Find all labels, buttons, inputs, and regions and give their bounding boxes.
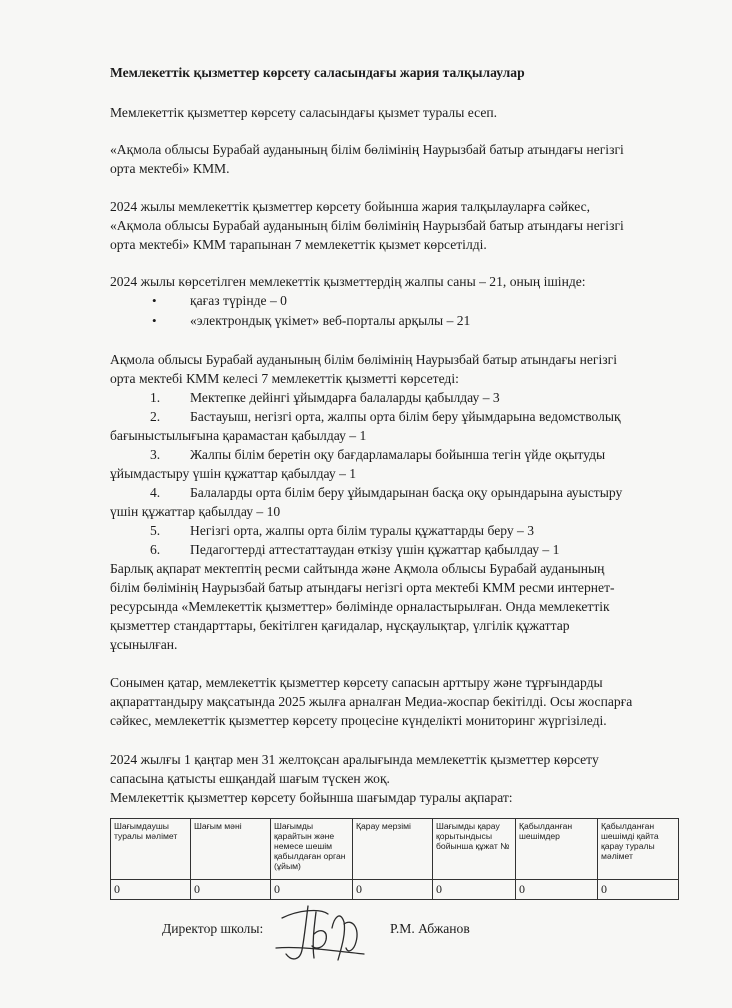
service-item-continuation: үшін құжаттар қабылдау – 10 — [110, 504, 281, 519]
paragraph-services-intro-line-1: Ақмола облысы Бурабай ауданының білім бөлімінің Наурызбай батыр атындағы негізгі — [110, 352, 618, 367]
service-item: Негізгі орта, жалпы орта білім туралы құжаттарды беру – 3 — [190, 523, 535, 538]
paragraph-org-line-1: «Ақмола облысы Бурабай ауданының білім бөлімінің Наурызбай батыр атындағы негізгі — [110, 142, 624, 157]
service-item: Жалпы білім беретін оқу бағдарламалары бойынша тегін үйде оқытуды — [190, 447, 606, 462]
paragraph-mediaplan-line-3: сәйкес, мемлекеттік қызметтер көрсету процесіне күнделікті мониторинг жүргізіледі. — [110, 713, 607, 728]
signature-role: Директор школы: — [162, 921, 264, 936]
bullet-egov: «электрондық үкімет» веб-порталы арқылы – 21 — [190, 313, 471, 328]
table-cell: 0 — [353, 880, 433, 900]
service-number: 3. — [150, 447, 161, 462]
service-number: 6. — [150, 542, 161, 557]
table-cell: 0 — [598, 880, 679, 900]
signature-name: Р.М. Абжанов — [390, 921, 470, 936]
paragraph-info-line-5: ұсынылған. — [110, 637, 178, 652]
table-header-cell: Қабылданған шешімдер — [516, 819, 598, 880]
service-number: 2. — [150, 409, 161, 424]
service-item: Мектепке дейінгі ұйымдарға балаларды қабылдау – 3 — [190, 390, 500, 405]
paragraph-summary-line-3: орта мектебі» КММ тарапынан 7 мемлекеттік қызмет көрсетілді. — [110, 237, 487, 252]
paragraph-services-intro-line-2: орта мектебі КММ келесі 7 мемлекеттік қызметті көрсетеді: — [110, 371, 459, 386]
service-item-continuation: бағыныстылығына қарамастан қабылдау – 1 — [110, 428, 367, 443]
paragraph-total: 2024 жылы көрсетілген мемлекеттік қызметтердің жалпы саны – 21, оның ішінде: — [110, 274, 586, 289]
service-number: 5. — [150, 523, 161, 538]
paragraph-info-line-2: білім бөлімінің Наурызбай батыр атындағы негізгі орта мектебі КММ ресми интернет- — [110, 580, 615, 595]
table-cell: 0 — [111, 880, 191, 900]
table-cell: 0 — [516, 880, 598, 900]
bullet-icon: • — [152, 313, 157, 328]
paragraph-report: Мемлекеттік қызметтер көрсету саласындағы қызмет туралы есеп. — [110, 105, 498, 120]
paragraph-mediaplan-line-2: ақпараттандыру мақсатында 2025 жылға арналған Медиа-жоспар бекітілді. Осы жоспарға — [110, 694, 633, 709]
table-header-cell: Шағымдаушы туралы мәлімет — [111, 819, 191, 880]
paragraph-complaints-line-1: 2024 жылғы 1 қаңтар мен 31 желтоқсан аралығында мемлекеттік қызметтер көрсету — [110, 752, 599, 767]
service-item: Бастауыш, негізгі орта, жалпы орта білім беру ұйымдарына ведомстволық — [190, 409, 621, 424]
table-header-cell: Қабылданған шешімді қайта қарау туралы мәлімет — [598, 819, 679, 880]
table-header-row — [111, 819, 679, 880]
paragraph-complaints-line-3: Мемлекеттік қызметтер көрсету бойынша шағымдар туралы ақпарат: — [110, 790, 513, 805]
paragraph-summary-line-1: 2024 жылы мемлекеттік қызметтер көрсету бойынша жария талқылауларға сәйкес, — [110, 199, 591, 214]
paragraph-info-line-3: ресурсында «Мемлекеттік қызметтер» бөлімінде орналастырылған. Онда мемлекеттік — [110, 599, 610, 614]
handwritten-signature — [268, 888, 384, 974]
paragraph-complaints-line-2: сапасына қатысты ешқандай шағым түскен жоқ. — [110, 771, 390, 786]
table-row — [111, 880, 679, 900]
table-cell: 0 — [271, 880, 353, 900]
service-item: Балаларды орта білім беру ұйымдарынан басқа оқу орындарына ауыстыру — [190, 485, 623, 500]
bullet-paper: қағаз түрінде – 0 — [190, 293, 287, 308]
paragraph-info-line-4: қызметтер стандарттары, бекітілген қағидалар, нұсқаулықтар, үлгілік құжаттар — [110, 618, 570, 633]
complaints-table — [110, 818, 679, 900]
table-cell: 0 — [433, 880, 516, 900]
table-header-cell: Шағымды қарау қорытындысы бойынша құжат № — [433, 819, 516, 880]
bullet-icon: • — [152, 293, 157, 308]
document-heading: Мемлекеттік қызметтер көрсету саласындағы жария талқылаулар — [110, 65, 525, 80]
table-header-cell: Шағым мәні — [191, 819, 271, 880]
table-header-cell: Шағымды қарайтын және немесе шешім қабылдаған орган (ұйым) — [271, 819, 353, 880]
service-item: Педагогтерді аттестаттаудан өткізу үшін құжаттар қабылдау – 1 — [190, 542, 560, 557]
table-header-cell: Қарау мерзімі — [353, 819, 433, 880]
paragraph-info-line-1: Барлық ақпарат мектептің ресми сайтында және Ақмола облысы Бурабай ауданының — [110, 561, 605, 576]
paragraph-summary-line-2: «Ақмола облысы Бурабай ауданының білім бөлімінің Наурызбай батыр атындағы негізгі — [110, 218, 624, 233]
table-cell: 0 — [191, 880, 271, 900]
service-number: 1. — [150, 390, 161, 405]
service-number: 4. — [150, 485, 161, 500]
paragraph-org-line-2: орта мектебі» КММ. — [110, 161, 230, 176]
paragraph-mediaplan-line-1: Сонымен қатар, мемлекеттік қызметтер көрсету сапасын арттыру және тұрғындарды — [110, 675, 603, 690]
service-item-continuation: ұйымдастыру үшін құжаттар қабылдау – 1 — [110, 466, 357, 481]
